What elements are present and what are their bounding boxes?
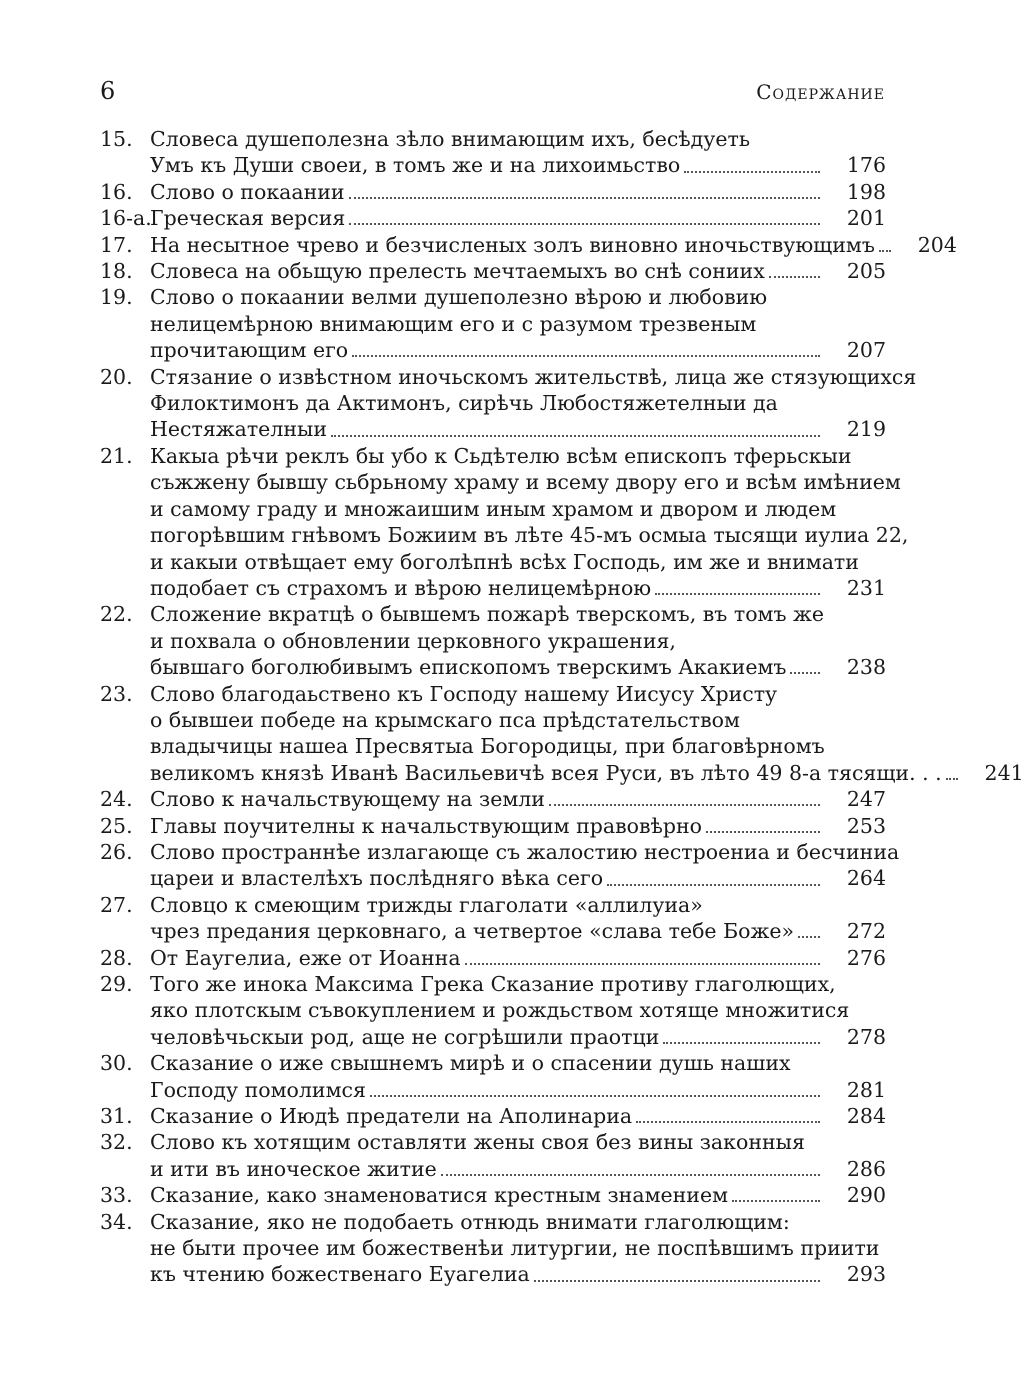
entry-last-line [150,1024,886,1050]
entry-last-line [150,258,886,284]
toc-entry [100,971,886,1050]
entry-title [150,892,886,945]
dot-leader [465,963,820,965]
toc-entry [100,443,909,601]
entry-title-line: не быти прочее им божественѣи литургии, не поспѣвшимъ приити [150,1236,880,1261]
toc-entry [100,839,900,892]
entry-number: 18. [100,259,133,284]
entry-page-number: 281 [846,1077,886,1102]
entry-number: 33. [100,1183,133,1208]
entry-page-number: 272 [846,919,886,944]
entry-last-line [150,416,886,442]
dot-leader [349,197,820,199]
entry-title [150,364,917,443]
entry-number: 23. [100,681,133,706]
entry-title [150,1182,886,1208]
entry-last-line [150,918,886,944]
entry-title [150,971,886,1050]
entry-page-number: 201 [846,206,886,231]
entry-title-line: прочитающим его [150,338,349,363]
entry-page-number: 238 [846,655,886,680]
entry-title [150,601,886,680]
toc-entry [100,126,886,179]
entry-title-line: о бывшеи победе на крымскаго пса прѣдстательством [150,707,740,732]
entry-title [150,945,886,971]
entry-title-line: Слово пространнѣе излагающе съ жалостию нестроениа и бесчиниа [150,839,900,864]
entry-number: 16. [100,179,133,204]
entry-number: 31. [100,1104,133,1129]
entry-title-line: Сказание о иже свышнемъ мирѣ и о спасении душь наших [150,1051,791,1076]
dot-leader [684,171,820,173]
entry-title-line: Слово благодаьствено къ Господу нашему Иисусу Христу [150,681,778,706]
entry-title [150,1209,886,1288]
dot-leader [732,1200,820,1202]
entry-last-line [150,786,886,812]
entry-title-line: Умъ къ Души своеи, в томъ же и на лихоимьство [150,153,681,178]
entry-page-number: 284 [846,1104,886,1129]
dot-leader [534,1280,820,1282]
dot-leader [349,223,820,225]
dot-leader [946,778,958,780]
entry-title-line: великомъ князѣ Иванѣ Васильевичѣ всея Руси, въ лѣто 49 8-а тясящи. . . [150,760,942,785]
toc-entry [100,892,886,945]
entry-title-line: и ити въ иноческое житие [150,1156,437,1181]
toc-entry [100,945,886,971]
entry-title-line: цареи и властелѣхъ послѣдняго вѣка сего [150,866,604,891]
entry-last-line [150,575,886,601]
entry-last-line [150,945,886,971]
toc-entry [100,364,917,443]
entry-title [150,443,909,601]
entry-title-line: Слово о покаании [150,179,345,204]
toc-entry [100,179,886,205]
entry-title-line: Сказание о Июдѣ предатели на Аполинариа [150,1104,633,1129]
entry-title-line: На несытное чрево и безчисленых золъ виновно иночьствующимъ [150,232,875,257]
entry-title-line: Словеса на обьщую прелесть мечтаемыхъ во снѣ сониих [150,259,765,284]
entry-title-line: Сложение вкратцѣ о бывшемъ пожарѣ тверскомъ, въ томъ же [150,602,825,627]
entry-number: 25. [100,813,133,838]
entry-page-number: 205 [846,259,886,284]
toc-entry [100,1129,886,1182]
entry-title-line: Господу помолимся [150,1077,366,1102]
entry-title [150,786,886,812]
entry-title-line: Главы поучителны к начальствующим правовѣрно [150,813,703,838]
dot-leader [331,435,820,437]
toc-entry [100,258,886,284]
dot-leader [655,593,820,595]
entry-title-line: яко плотскым съвокуплением и рождьством хотяще множитися [150,998,850,1023]
entry-title-line: Словеса душеполезна зѣло внимающим ихъ, бесѣдуеть [150,127,750,151]
entry-title [150,839,900,892]
dot-leader [663,1042,820,1044]
entry-number: 28. [100,945,133,970]
entry-number: 24. [100,787,133,812]
entry-title-line: Нестяжателныи [150,417,327,442]
entry-number: 34. [100,1209,133,1234]
entry-title-line: Слово къ хотящим оставляти жены своя без вины законныя [150,1130,805,1155]
entry-title-line: чрез предания церковнаго, а четвертое «слава тебе Боже» [150,919,795,944]
entry-title-line: съжжену бывшу сьбрьному храму и всему двору его и всѣм имѣнием [150,470,901,495]
entry-number: 16-а. [100,206,152,231]
entry-last-line [150,205,886,231]
dot-leader [636,1121,820,1123]
entry-last-line [150,179,886,205]
entry-title [150,1129,886,1182]
dot-leader [549,804,820,806]
entry-page-number: 198 [846,179,886,204]
entry-title [150,813,886,839]
entry-title-line: бывшаго боголюбивымъ епископомъ тверскимъ Акакиемъ [150,655,787,680]
entry-page-number: 247 [846,787,886,812]
entry-title-line: Словцо к смеющим трижды глаголати «аллилуиа» [150,892,703,917]
entry-title-line: Слово о покаании велми душеполезно вѣрою и любовию [150,285,768,310]
entry-last-line [150,232,957,258]
dot-leader [352,355,820,357]
entry-number: 26. [100,839,133,864]
entry-title-line: къ чтению божественаго Еуагелиа [150,1262,530,1287]
dot-leader [370,1095,820,1097]
entry-title-line: погорѣвшим гнѣвомъ Божиим въ лѣте 45-мъ осмыа тысящи иулиа 22, [150,523,909,548]
entry-last-line [150,337,886,363]
entry-title [150,179,886,205]
entry-number: 17. [100,232,133,257]
entry-last-line [150,1182,886,1208]
entry-page-number: 290 [846,1183,886,1208]
entry-title-line: и самому граду и множаишим иным храмом и двором и людем [150,496,837,521]
entry-title-line: Того же инока Максима Грека Сказание противу глаголющих, [150,972,836,996]
entry-title [150,232,957,258]
entry-number: 22. [100,602,133,627]
entry-title [150,1103,886,1129]
entry-last-line [150,865,886,891]
toc-entry [100,786,886,812]
toc-entry [100,232,957,258]
entry-title-line: Греческая версия [150,206,346,231]
entry-title-line: нелицемѣрною внимающим его и с разумом трезвеным [150,311,757,336]
entry-title [150,205,886,231]
entry-page-number: 276 [846,945,886,970]
entry-title [150,1050,886,1103]
entry-number: 32. [100,1130,133,1155]
entry-number: 27. [100,892,133,917]
entry-title [150,258,886,284]
dot-leader [441,1174,820,1176]
toc-entry [100,1050,886,1103]
entry-last-line [150,813,886,839]
dot-leader [607,884,820,886]
entry-number: 19. [100,285,133,310]
toc-entry [100,1182,886,1208]
entry-page-number: 286 [846,1156,886,1181]
dot-leader [706,831,820,833]
entry-page-number: 207 [846,338,886,363]
entry-last-line [150,152,886,178]
entry-last-line [150,1261,886,1287]
entry-last-line [150,1077,886,1103]
entry-title-line: подобает съ страхомъ и вѣрою нелицемѣрною [150,575,652,600]
toc-entry [100,601,886,680]
entry-title-line: Стязание о извѣстном иночьскомъ жительствѣ, лица же стязующихся [150,364,917,389]
entry-title-line: От Еаугелиа, еже от Иоанна [150,945,461,970]
toc-entry [100,1209,886,1288]
entry-number: 20. [100,364,133,389]
entry-title-line: человѣчьскыи род, аще не согрѣшили праотци [150,1024,660,1049]
entry-number: 21. [100,443,133,468]
entry-title [150,681,1024,787]
entry-title [150,284,886,363]
entry-page-number: 278 [846,1024,886,1049]
entry-page-number: 219 [846,417,886,442]
entry-title-line: и какыи отвѣщает ему боголѣпнѣ всѣх Господь, им же и внимати [150,549,859,574]
entry-page-number: 204 [917,232,957,257]
entry-title-line: Какыа рѣчи реклъ бы убо к Сьдѣтелю всѣм епископъ тферьскыи [150,443,852,468]
entry-title [150,126,886,179]
toc-entry [100,205,886,231]
entry-page-number: 253 [846,813,886,838]
table-of-contents [100,126,1024,1288]
entry-title-line: и похвала о обновлении церковного украшения, [150,628,676,653]
entry-title-line: Сказание, яко не подобаеть отнюдь внимати глаголющим: [150,1209,790,1234]
entry-number: 29. [100,972,133,996]
dot-leader [798,936,820,938]
dot-leader [790,672,820,674]
entry-page-number: 264 [846,866,886,891]
entry-number: 30. [100,1051,133,1076]
toc-entry [100,681,1024,787]
toc-entry [100,1103,886,1129]
entry-page-number: 176 [846,153,886,178]
entry-last-line [150,760,1024,786]
dot-leader [769,276,820,278]
entry-title-line: Филоктимонъ да Актимонъ, сирѣчь Любостяжетелныи да [150,391,778,416]
entry-title-line: владычицы нашеа Пресвятыа Богородицы, при благовѣрномъ [150,734,825,759]
toc-entry [100,284,886,363]
entry-title-line: Слово к начальствующему на земли [150,787,545,812]
entry-last-line [150,1156,886,1182]
entry-last-line [150,1103,886,1129]
entry-page-number: 231 [846,575,886,600]
toc-entry [100,813,886,839]
page-number: 6 [100,77,116,105]
running-title: Содержание [756,80,885,104]
entry-last-line [150,654,886,680]
entry-page-number: 241 [984,760,1024,785]
entry-title-line: Сказание, како знаменоватися крестным знамением [150,1183,729,1208]
entry-number: 15. [100,127,133,151]
dot-leader [879,250,891,252]
entry-page-number: 293 [846,1262,886,1287]
